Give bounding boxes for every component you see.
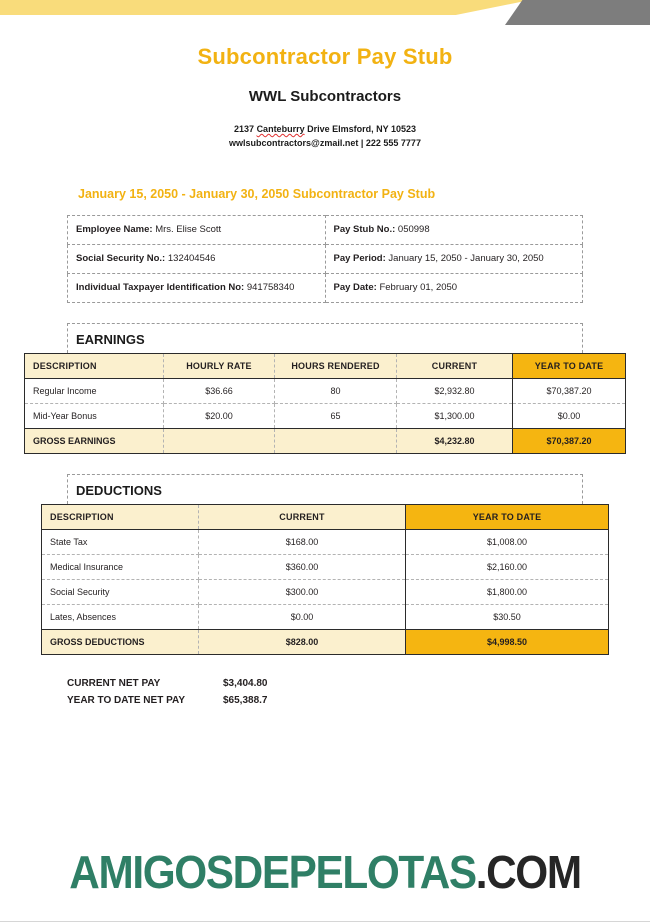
deduction-row-current: $0.00 [199, 604, 406, 629]
gross-earnings-row [25, 428, 626, 453]
earnings-row-description: Mid-Year Bonus [25, 403, 164, 428]
earnings-row-year-to-date: $70,387.20 [513, 378, 626, 403]
employee-info-table [67, 215, 583, 303]
deduction-row-year-to-date: $2,160.00 [406, 554, 609, 579]
deduction-row-description: State Tax [42, 529, 199, 554]
deductions-col-description: DESCRIPTION [42, 504, 199, 529]
table-row [68, 273, 583, 302]
pay-date-cell [325, 273, 583, 302]
deduction-row-year-to-date: $1,008.00 [406, 529, 609, 554]
earnings-col-year-to-date: YEAR TO DATE [513, 353, 626, 378]
address-suffix: Drive Elmsford, NY 10523 [304, 124, 416, 134]
contact-separator: | [358, 137, 366, 148]
earnings-col-current: CURRENT [397, 353, 513, 378]
watermark-main-text: AMIGOSDEPELOTAS [69, 846, 476, 898]
pay-period-label: Pay Period: [333, 253, 386, 265]
earnings-row-hours-rendered: 80 [275, 378, 397, 403]
itin-label: Individual Taxpayer Identification No: [76, 282, 245, 294]
current-net-pay-row [67, 675, 583, 693]
deduction-row-year-to-date: $1,800.00 [406, 579, 609, 604]
deduction-row-year-to-date: $30.50 [406, 604, 609, 629]
year-to-date-net-pay-label: YEAR TO DATE NET PAY [67, 695, 185, 707]
company-name: WWL Subcontractors [248, 88, 402, 105]
banner-gray-shape [505, 0, 650, 25]
deductions-col-year-to-date: YEAR TO DATE [406, 504, 609, 529]
gross-earnings-hours-rendered [275, 428, 397, 453]
table-row [25, 378, 626, 403]
deductions-header-row [42, 504, 609, 529]
banner-yellow-shape [0, 0, 530, 15]
deductions-table [41, 504, 609, 655]
page-title: Subcontractor Pay Stub [197, 44, 453, 69]
itin-cell [68, 273, 326, 302]
employee-info-section [67, 215, 583, 303]
deduction-row-description: Medical Insurance [42, 554, 199, 579]
social-security-value: 132404546 [167, 253, 216, 265]
pay-period-heading: January 15, 2050 - January 30, 2050 Subcontractor Pay Stub [78, 186, 436, 201]
year-to-date-net-pay-row [67, 692, 583, 710]
gross-deductions-current: $828.00 [199, 629, 406, 654]
earnings-row-hours-rendered: 65 [275, 403, 397, 428]
current-net-pay-value: $3,404.80 [223, 677, 268, 689]
gross-deductions-row [42, 629, 609, 654]
contact-block [0, 123, 650, 151]
company-email: wwlsubcontractors@zmail.net [229, 137, 359, 148]
address-misspelled-word: Canteburry [256, 124, 305, 134]
deductions-section-title: DEDUCTIONS [76, 482, 162, 498]
deduction-row-current: $300.00 [199, 579, 406, 604]
pay-stub-no-cell [325, 215, 583, 244]
company-contact-line [0, 137, 650, 151]
earnings-row-current: $1,300.00 [397, 403, 513, 428]
itin-value: 941758340 [246, 282, 295, 294]
deductions-section-header [67, 474, 583, 504]
table-row [42, 554, 609, 579]
pay-stub-no-label: Pay Stub No.: [333, 224, 396, 236]
pay-period-cell [325, 244, 583, 273]
table-row [42, 579, 609, 604]
net-pay-summary [67, 675, 583, 710]
current-net-pay-label: CURRENT NET PAY [67, 677, 161, 689]
header-banner [0, 0, 650, 40]
deductions-col-current: CURRENT [199, 504, 406, 529]
social-security-cell [68, 244, 326, 273]
deduction-row-description: Lates, Absences [42, 604, 199, 629]
pay-stub-no-value: 050998 [397, 224, 430, 236]
site-watermark [26, 845, 624, 899]
pay-date-label: Pay Date: [333, 282, 377, 294]
earnings-header-row [25, 353, 626, 378]
earnings-row-hourly-rate: $20.00 [164, 403, 275, 428]
deduction-row-current: $360.00 [199, 554, 406, 579]
earnings-row-current: $2,932.80 [397, 378, 513, 403]
earnings-col-description: DESCRIPTION [25, 353, 164, 378]
earnings-section-title: EARNINGS [76, 331, 145, 347]
gross-earnings-hourly-rate [164, 428, 275, 453]
pay-date-value: February 01, 2050 [379, 282, 458, 294]
deduction-row-current: $168.00 [199, 529, 406, 554]
table-row [68, 215, 583, 244]
employee-name-value: Mrs. Elise Scott [155, 224, 222, 236]
earnings-table [24, 353, 626, 454]
company-phone: 222 555 7777 [365, 137, 421, 148]
gross-earnings-label: GROSS EARNINGS [25, 428, 164, 453]
table-row [42, 529, 609, 554]
earnings-col-hourly-rate: HOURLY RATE [164, 353, 275, 378]
social-security-label: Social Security No.: [76, 253, 166, 265]
earnings-row-description: Regular Income [25, 378, 164, 403]
pay-period-value: January 15, 2050 - January 30, 2050 [388, 253, 544, 265]
earnings-section-header [67, 323, 583, 353]
gross-deductions-year-to-date: $4,998.50 [406, 629, 609, 654]
earnings-row-hourly-rate: $36.66 [164, 378, 275, 403]
table-row [68, 244, 583, 273]
watermark-tld-text: .COM [475, 846, 581, 898]
gross-earnings-year-to-date: $70,387.20 [513, 428, 626, 453]
year-to-date-net-pay-value: $65,388.7 [223, 695, 268, 707]
deduction-row-description: Social Security [42, 579, 199, 604]
company-address [0, 123, 650, 137]
gross-deductions-label: GROSS DEDUCTIONS [42, 629, 199, 654]
earnings-row-year-to-date: $0.00 [513, 403, 626, 428]
table-row [25, 403, 626, 428]
employee-name-cell [68, 215, 326, 244]
employee-name-label: Employee Name: [76, 224, 153, 236]
gross-earnings-current: $4,232.80 [397, 428, 513, 453]
table-row [42, 604, 609, 629]
earnings-col-hours-rendered: HOURS RENDERED [275, 353, 397, 378]
address-prefix: 2137 [234, 124, 257, 134]
